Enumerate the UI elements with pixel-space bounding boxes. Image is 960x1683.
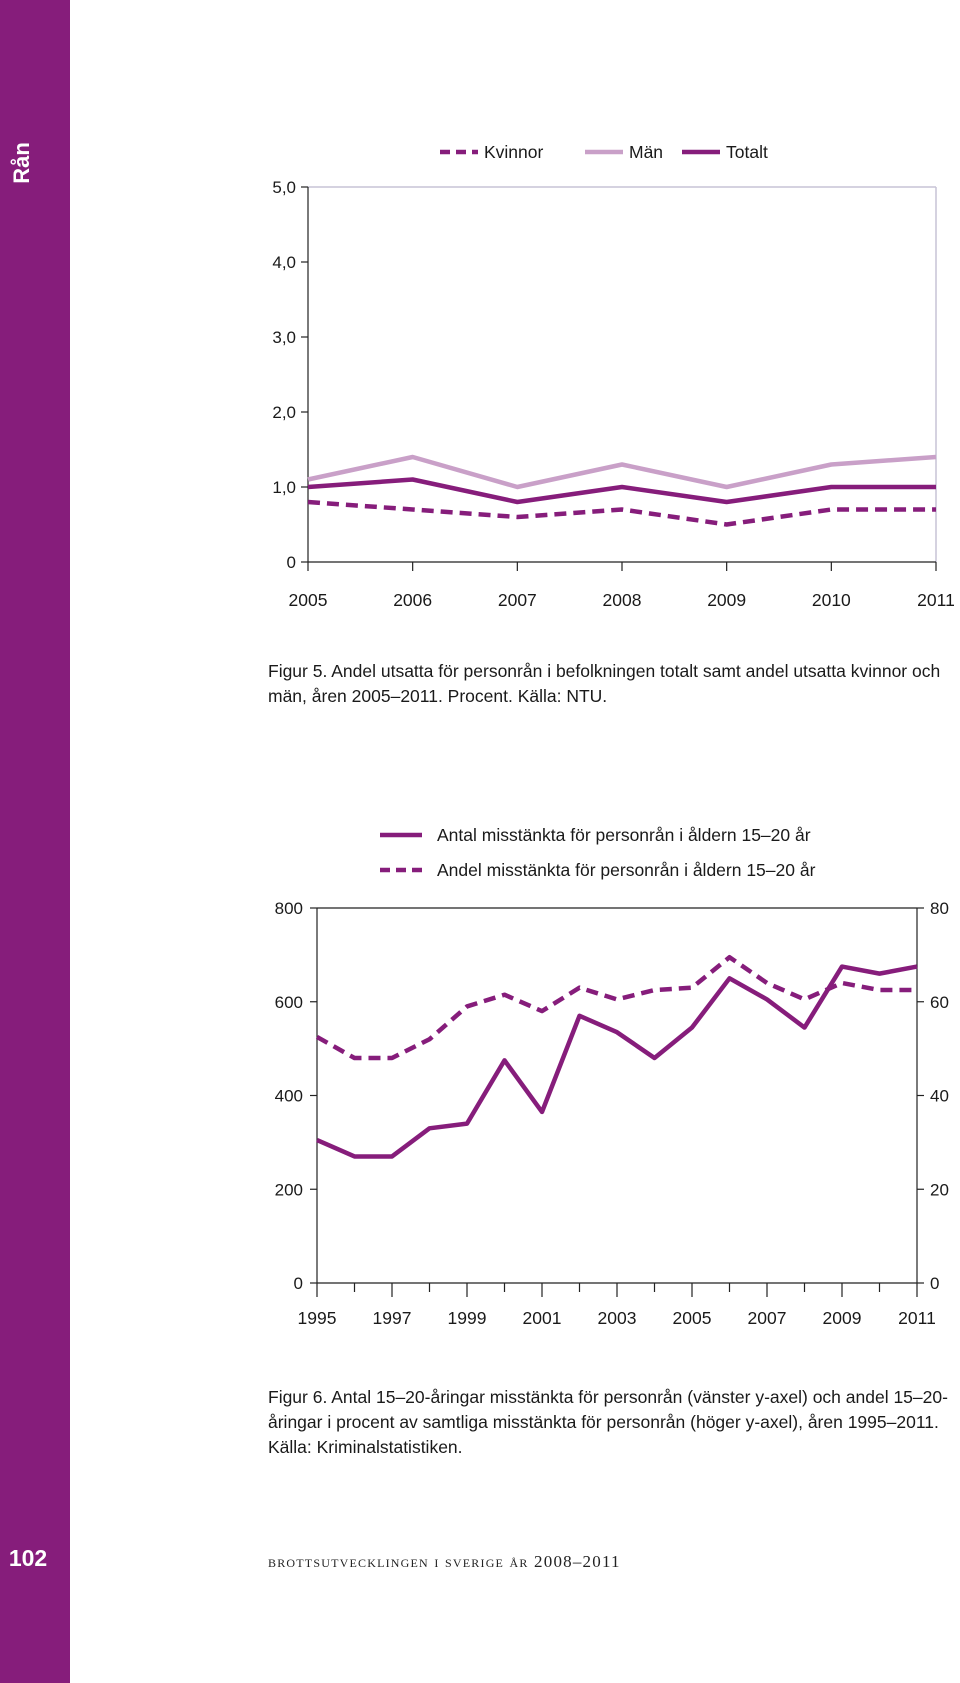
legend-label: Kvinnor	[484, 142, 544, 162]
series-line-antal	[317, 967, 917, 1157]
x-tick-label: 2010	[811, 590, 851, 610]
y-tick-label: 2,0	[272, 403, 296, 422]
x-tick-label: 2008	[602, 590, 642, 610]
y-tick-label: 4,0	[272, 253, 296, 272]
x-tick-label: 2009	[707, 590, 747, 610]
x-tick-label: 2003	[597, 1308, 637, 1328]
footer-title: brottsutvecklingen i sverige år 2008–2011	[268, 1552, 621, 1571]
y-right-tick-label: 40	[930, 1086, 949, 1106]
x-tick-label: 2007	[497, 590, 537, 610]
figure-5-caption: Figur 5. Andel utsatta för personrån i befolkningen totalt samt andel utsatta kvinnor och män, åren 2005–2011. Procent. Källa: NTU.	[268, 661, 941, 706]
y-tick-label: 1,0	[272, 478, 296, 497]
y-right-tick-label: 20	[930, 1180, 949, 1200]
legend-label: Män	[629, 142, 664, 162]
y-left-tick-label: 0	[293, 1274, 303, 1293]
y-left-tick-label: 600	[274, 992, 303, 1012]
y-left-tick-label: 400	[274, 1086, 303, 1106]
x-tick-label: 2009	[822, 1308, 862, 1328]
section-label: Rån	[9, 142, 34, 184]
y-tick-label: 5,0	[272, 178, 296, 197]
x-tick-label: 1997	[372, 1308, 412, 1328]
x-tick-label: 2011	[898, 1308, 936, 1328]
y-tick-label: 3,0	[272, 328, 296, 347]
x-tick-label: 2007	[747, 1308, 787, 1328]
y-tick-label: 0	[286, 553, 296, 572]
x-tick-label: 2001	[522, 1308, 562, 1328]
x-tick-label: 2006	[393, 590, 433, 610]
x-tick-label: 2011	[917, 590, 955, 610]
y-right-tick-label: 0	[930, 1274, 940, 1293]
x-tick-label: 1995	[297, 1308, 337, 1328]
x-tick-label: 2005	[672, 1308, 712, 1328]
x-tick-label: 1999	[447, 1308, 487, 1328]
page-number: 102	[8, 1545, 48, 1571]
x-tick-label: 2005	[288, 590, 328, 610]
series-line-andel	[317, 957, 917, 1058]
legend-label: Totalt	[726, 142, 768, 162]
y-right-tick-label: 60	[930, 992, 949, 1012]
y-left-tick-label: 800	[274, 899, 303, 918]
legend-label: Antal misstänkta för personrån i åldern 15–20 år	[437, 825, 811, 845]
y-right-tick-label: 80	[930, 899, 949, 918]
y-left-tick-label: 200	[274, 1180, 303, 1200]
figure-6-caption: Figur 6. Antal 15–20-åringar misstänkta för personrån (vänster y-axel) och andel 15–20-åringar i procent av samtliga misstänkta för personrån (höger y-axel), åren 1995–2011. Källa: Kriminalstatistiken.	[268, 1387, 948, 1457]
legend-label: Andel misstänkta för personrån i åldern 15–20 år	[437, 860, 816, 880]
